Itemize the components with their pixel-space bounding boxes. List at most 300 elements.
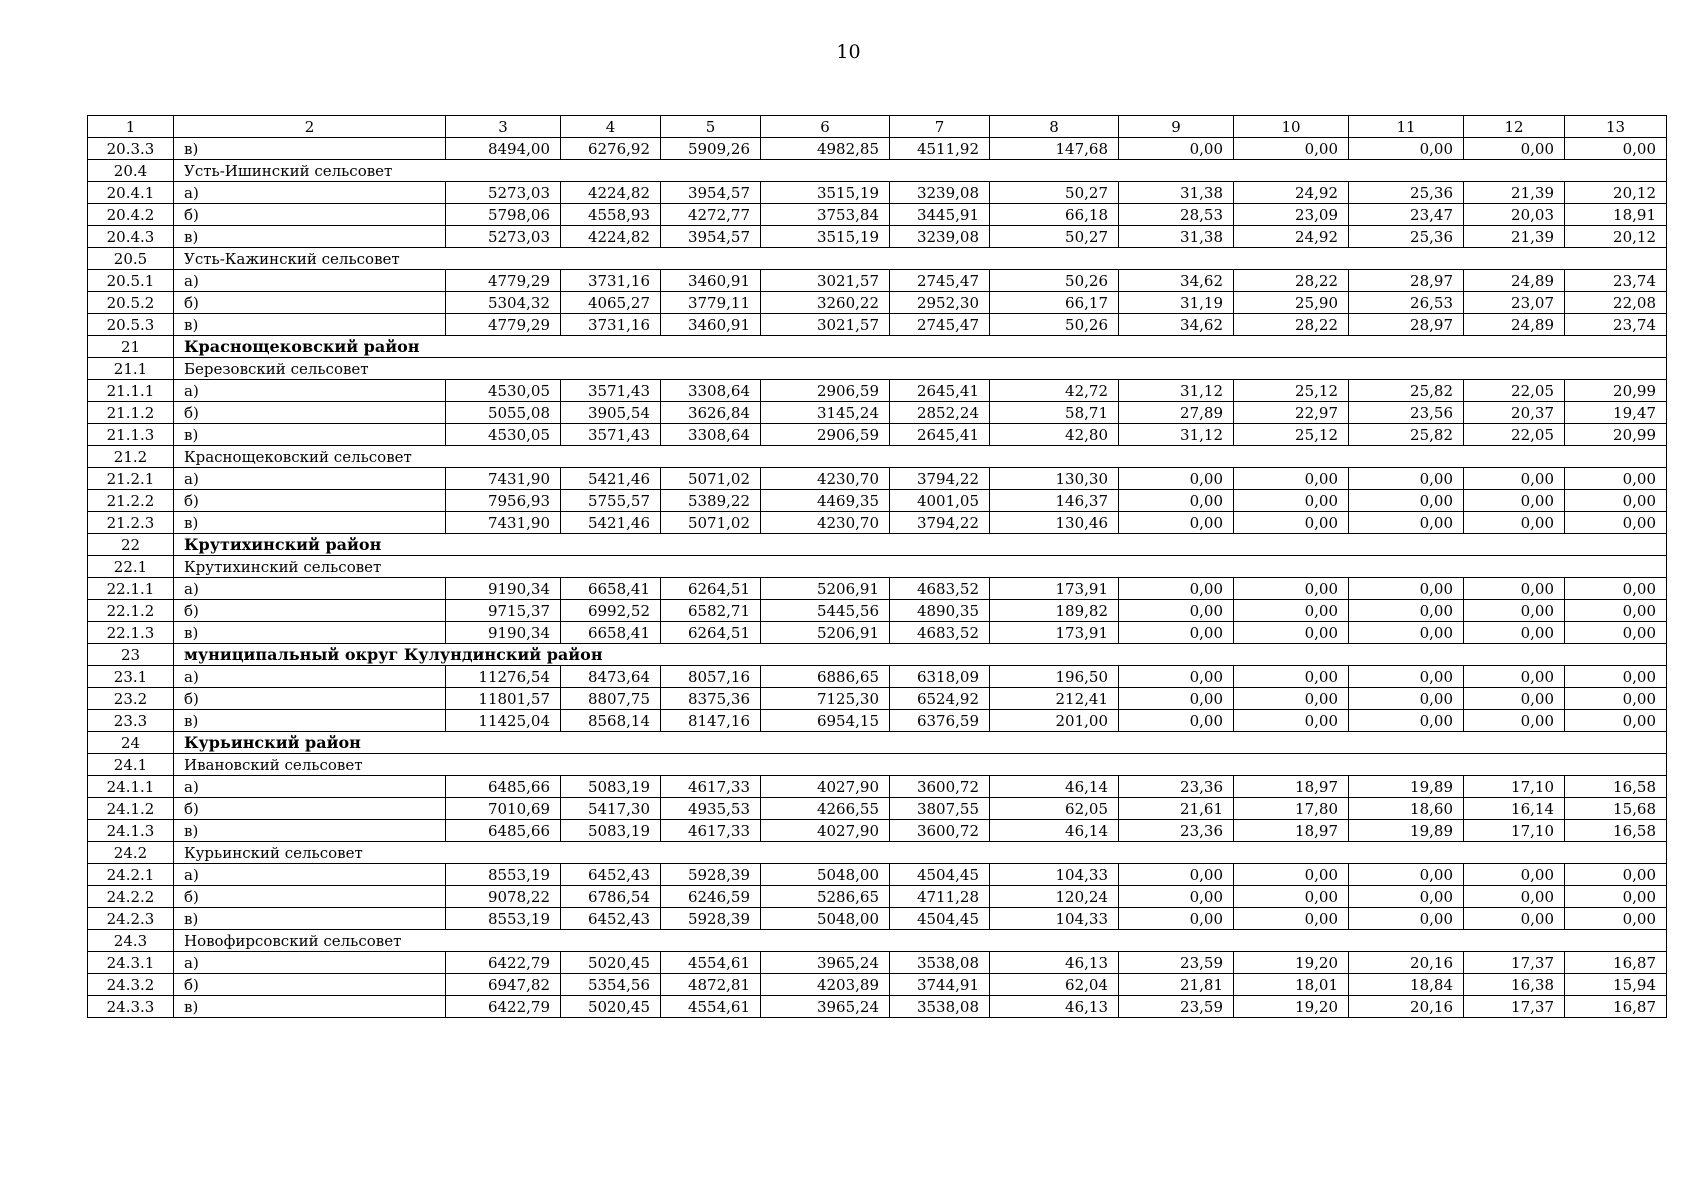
table-cell: 120,24 xyxy=(990,886,1119,908)
table-cell: 2645,41 xyxy=(890,380,990,402)
table-cell: 0,00 xyxy=(1464,138,1565,160)
table-cell: 0,00 xyxy=(1119,512,1234,534)
table-cell: 11276,54 xyxy=(446,666,561,688)
table-cell: 3626,84 xyxy=(661,402,761,424)
table-cell: 3571,43 xyxy=(561,380,661,402)
table-cell: 3794,22 xyxy=(890,468,990,490)
table-cell: 4065,27 xyxy=(561,292,661,314)
table-cell: 8147,16 xyxy=(661,710,761,732)
table-cell: 25,90 xyxy=(1234,292,1349,314)
row-code: 22.1.3 xyxy=(88,622,174,644)
table-cell: 3954,57 xyxy=(661,182,761,204)
table-cell: 173,91 xyxy=(990,578,1119,600)
table-cell: 3905,54 xyxy=(561,402,661,424)
table-cell: 25,36 xyxy=(1349,226,1464,248)
row-variant: б) xyxy=(174,490,446,512)
table-cell: 18,97 xyxy=(1234,776,1349,798)
table-cell: 5354,56 xyxy=(561,974,661,996)
row-variant: в) xyxy=(174,512,446,534)
table-cell: 201,00 xyxy=(990,710,1119,732)
table-cell: 20,12 xyxy=(1565,226,1667,248)
table-cell: 6524,92 xyxy=(890,688,990,710)
row-code: 22.1.1 xyxy=(88,578,174,600)
table-cell: 5071,02 xyxy=(661,468,761,490)
table-cell: 7431,90 xyxy=(446,512,561,534)
table-cell: 25,36 xyxy=(1349,182,1464,204)
district-row xyxy=(88,644,1667,666)
table-cell: 5755,57 xyxy=(561,490,661,512)
table-row xyxy=(88,820,1667,842)
row-code: 23 xyxy=(88,644,174,666)
table-cell: 19,20 xyxy=(1234,996,1349,1018)
table-cell: 46,14 xyxy=(990,820,1119,842)
row-variant: а) xyxy=(174,776,446,798)
table-cell: 23,36 xyxy=(1119,776,1234,798)
table-cell: 16,58 xyxy=(1565,820,1667,842)
district-row xyxy=(88,336,1667,358)
table-cell: 0,00 xyxy=(1234,490,1349,512)
table-cell: 21,61 xyxy=(1119,798,1234,820)
table-cell: 0,00 xyxy=(1349,468,1464,490)
row-variant: а) xyxy=(174,380,446,402)
table-cell: 0,00 xyxy=(1349,864,1464,886)
table-cell: 0,00 xyxy=(1464,622,1565,644)
table-cell: 0,00 xyxy=(1234,138,1349,160)
table-cell: 0,00 xyxy=(1234,512,1349,534)
table-cell: 3021,57 xyxy=(761,314,890,336)
table-cell: 31,12 xyxy=(1119,424,1234,446)
table-cell: 8494,00 xyxy=(446,138,561,160)
table-cell: 0,00 xyxy=(1565,490,1667,512)
row-variant: б) xyxy=(174,600,446,622)
section-row xyxy=(88,358,1667,380)
table-cell: 2745,47 xyxy=(890,270,990,292)
table-cell: 3308,64 xyxy=(661,424,761,446)
table-cell: 58,71 xyxy=(990,402,1119,424)
row-variant: в) xyxy=(174,996,446,1018)
section-row xyxy=(88,930,1667,952)
column-header: 11 xyxy=(1349,116,1464,138)
row-title: Усть-Ишинский сельсовет xyxy=(174,160,1667,182)
table-cell: 4511,92 xyxy=(890,138,990,160)
table-cell: 42,80 xyxy=(990,424,1119,446)
table-cell: 3021,57 xyxy=(761,270,890,292)
table-cell: 0,00 xyxy=(1234,578,1349,600)
row-code: 21 xyxy=(88,336,174,358)
column-header: 1 xyxy=(88,116,174,138)
table-cell: 23,36 xyxy=(1119,820,1234,842)
table-cell: 5206,91 xyxy=(761,622,890,644)
row-variant: в) xyxy=(174,622,446,644)
row-code: 24 xyxy=(88,732,174,754)
column-header: 13 xyxy=(1565,116,1667,138)
table-cell: 8568,14 xyxy=(561,710,661,732)
table-cell: 2745,47 xyxy=(890,314,990,336)
table-cell: 4504,45 xyxy=(890,908,990,930)
table-cell: 5071,02 xyxy=(661,512,761,534)
table-row xyxy=(88,864,1667,886)
district-row xyxy=(88,732,1667,754)
table-cell: 4935,53 xyxy=(661,798,761,820)
table-row xyxy=(88,798,1667,820)
table-cell: 7956,93 xyxy=(446,490,561,512)
table-cell: 104,33 xyxy=(990,864,1119,886)
table-cell: 17,37 xyxy=(1464,996,1565,1018)
row-title: Новофирсовский сельсовет xyxy=(174,930,1667,952)
tariff-table xyxy=(87,115,1667,1018)
table-cell: 0,00 xyxy=(1349,490,1464,512)
table-cell: 24,89 xyxy=(1464,314,1565,336)
table-cell: 3731,16 xyxy=(561,314,661,336)
row-variant: б) xyxy=(174,292,446,314)
table-row xyxy=(88,204,1667,226)
table-row xyxy=(88,666,1667,688)
table-cell: 16,87 xyxy=(1565,952,1667,974)
table-row xyxy=(88,974,1667,996)
table-cell: 18,91 xyxy=(1565,204,1667,226)
table-cell: 25,12 xyxy=(1234,424,1349,446)
row-variant: а) xyxy=(174,468,446,490)
row-code: 21.1.2 xyxy=(88,402,174,424)
table-row xyxy=(88,886,1667,908)
table-cell: 42,72 xyxy=(990,380,1119,402)
table-cell: 0,00 xyxy=(1349,512,1464,534)
row-variant: в) xyxy=(174,820,446,842)
table-cell: 23,74 xyxy=(1565,270,1667,292)
table-cell: 6246,59 xyxy=(661,886,761,908)
table-cell: 16,87 xyxy=(1565,996,1667,1018)
table-cell: 5273,03 xyxy=(446,226,561,248)
table-cell: 0,00 xyxy=(1119,468,1234,490)
table-cell: 17,10 xyxy=(1464,776,1565,798)
row-variant: б) xyxy=(174,974,446,996)
table-cell: 3794,22 xyxy=(890,512,990,534)
row-title: Курьинский сельсовет xyxy=(174,842,1667,864)
table-cell: 17,10 xyxy=(1464,820,1565,842)
table-cell: 8375,36 xyxy=(661,688,761,710)
table-cell: 17,37 xyxy=(1464,952,1565,974)
table-cell: 2852,24 xyxy=(890,402,990,424)
table-cell: 2906,59 xyxy=(761,380,890,402)
table-cell: 24,89 xyxy=(1464,270,1565,292)
table-cell: 6452,43 xyxy=(561,908,661,930)
table-cell: 9190,34 xyxy=(446,622,561,644)
table-cell: 23,74 xyxy=(1565,314,1667,336)
table-cell: 173,91 xyxy=(990,622,1119,644)
table-cell: 0,00 xyxy=(1349,138,1464,160)
table-cell: 0,00 xyxy=(1234,600,1349,622)
table-cell: 0,00 xyxy=(1464,490,1565,512)
table-cell: 0,00 xyxy=(1234,710,1349,732)
row-code: 24.3.1 xyxy=(88,952,174,974)
table-cell: 4001,05 xyxy=(890,490,990,512)
table-row xyxy=(88,578,1667,600)
section-row xyxy=(88,160,1667,182)
column-header: 3 xyxy=(446,116,561,138)
table-cell: 50,26 xyxy=(990,314,1119,336)
table-cell: 0,00 xyxy=(1565,512,1667,534)
row-title: муниципальный округ Кулундинский район xyxy=(174,644,1667,666)
table-cell: 0,00 xyxy=(1464,512,1565,534)
section-row xyxy=(88,248,1667,270)
table-cell: 4530,05 xyxy=(446,380,561,402)
table-cell: 0,00 xyxy=(1234,666,1349,688)
table-cell: 6582,71 xyxy=(661,600,761,622)
table-cell: 0,00 xyxy=(1565,622,1667,644)
row-code: 21.1 xyxy=(88,358,174,380)
table-row xyxy=(88,908,1667,930)
table-cell: 19,89 xyxy=(1349,776,1464,798)
table-cell: 0,00 xyxy=(1565,886,1667,908)
table-cell: 28,97 xyxy=(1349,314,1464,336)
table-cell: 23,47 xyxy=(1349,204,1464,226)
table-row xyxy=(88,270,1667,292)
table-cell: 6422,79 xyxy=(446,952,561,974)
table-cell: 0,00 xyxy=(1565,864,1667,886)
row-code: 20.4 xyxy=(88,160,174,182)
table-cell: 4683,52 xyxy=(890,578,990,600)
row-code: 20.5.3 xyxy=(88,314,174,336)
table-cell: 4558,93 xyxy=(561,204,661,226)
table-cell: 21,81 xyxy=(1119,974,1234,996)
column-header: 2 xyxy=(174,116,446,138)
table-cell: 0,00 xyxy=(1464,468,1565,490)
table-cell: 189,82 xyxy=(990,600,1119,622)
column-header: 4 xyxy=(561,116,661,138)
table-cell: 20,16 xyxy=(1349,952,1464,974)
table-cell: 0,00 xyxy=(1234,886,1349,908)
table-cell: 8057,16 xyxy=(661,666,761,688)
row-code: 22 xyxy=(88,534,174,556)
row-code: 24.2.1 xyxy=(88,864,174,886)
table-cell: 130,30 xyxy=(990,468,1119,490)
table-cell: 0,00 xyxy=(1119,138,1234,160)
table-cell: 21,39 xyxy=(1464,182,1565,204)
table-cell: 66,18 xyxy=(990,204,1119,226)
table-cell: 5389,22 xyxy=(661,490,761,512)
table-cell: 20,16 xyxy=(1349,996,1464,1018)
row-code: 24.2.3 xyxy=(88,908,174,930)
table-cell: 34,62 xyxy=(1119,314,1234,336)
table-cell: 6276,92 xyxy=(561,138,661,160)
table-cell: 4230,70 xyxy=(761,468,890,490)
table-cell: 4272,77 xyxy=(661,204,761,226)
table-cell: 46,14 xyxy=(990,776,1119,798)
table-cell: 3779,11 xyxy=(661,292,761,314)
table-cell: 4266,55 xyxy=(761,798,890,820)
table-cell: 5048,00 xyxy=(761,864,890,886)
table-cell: 0,00 xyxy=(1464,908,1565,930)
table-cell: 50,26 xyxy=(990,270,1119,292)
table-cell: 5304,32 xyxy=(446,292,561,314)
table-row xyxy=(88,710,1667,732)
table-cell: 22,97 xyxy=(1234,402,1349,424)
table-cell: 18,60 xyxy=(1349,798,1464,820)
table-cell: 3538,08 xyxy=(890,996,990,1018)
table-cell: 0,00 xyxy=(1464,886,1565,908)
table-cell: 9190,34 xyxy=(446,578,561,600)
row-code: 24.1.3 xyxy=(88,820,174,842)
table-cell: 0,00 xyxy=(1119,886,1234,908)
table-row xyxy=(88,490,1667,512)
table-cell: 26,53 xyxy=(1349,292,1464,314)
table-cell: 18,84 xyxy=(1349,974,1464,996)
table-cell: 0,00 xyxy=(1234,864,1349,886)
table-row xyxy=(88,138,1667,160)
table-cell: 15,68 xyxy=(1565,798,1667,820)
table-cell: 17,80 xyxy=(1234,798,1349,820)
row-variant: б) xyxy=(174,204,446,226)
column-header: 5 xyxy=(661,116,761,138)
table-cell: 23,59 xyxy=(1119,952,1234,974)
table-cell: 34,62 xyxy=(1119,270,1234,292)
table-cell: 7125,30 xyxy=(761,688,890,710)
table-cell: 3460,91 xyxy=(661,270,761,292)
table-cell: 0,00 xyxy=(1349,600,1464,622)
district-row xyxy=(88,534,1667,556)
row-title: Усть-Кажинский сельсовет xyxy=(174,248,1667,270)
table-cell: 4617,33 xyxy=(661,820,761,842)
row-title: Краснощековский район xyxy=(174,336,1667,358)
table-cell: 0,00 xyxy=(1119,490,1234,512)
section-row xyxy=(88,842,1667,864)
table-cell: 20,12 xyxy=(1565,182,1667,204)
table-cell: 25,12 xyxy=(1234,380,1349,402)
table-cell: 25,82 xyxy=(1349,380,1464,402)
table-cell: 27,89 xyxy=(1119,402,1234,424)
table-cell: 28,97 xyxy=(1349,270,1464,292)
table-cell: 4224,82 xyxy=(561,182,661,204)
table-cell: 5421,46 xyxy=(561,468,661,490)
table-cell: 21,39 xyxy=(1464,226,1565,248)
table-cell: 28,53 xyxy=(1119,204,1234,226)
table-cell: 4469,35 xyxy=(761,490,890,512)
table-cell: 0,00 xyxy=(1119,622,1234,644)
row-code: 20.5.1 xyxy=(88,270,174,292)
table-cell: 4224,82 xyxy=(561,226,661,248)
table-cell: 6658,41 xyxy=(561,578,661,600)
table-cell: 6452,43 xyxy=(561,864,661,886)
table-cell: 22,05 xyxy=(1464,380,1565,402)
column-header: 9 xyxy=(1119,116,1234,138)
table-cell: 5928,39 xyxy=(661,908,761,930)
table-cell: 4982,85 xyxy=(761,138,890,160)
row-variant: а) xyxy=(174,578,446,600)
row-code: 21.2 xyxy=(88,446,174,468)
table-cell: 28,22 xyxy=(1234,314,1349,336)
table-cell: 4683,52 xyxy=(890,622,990,644)
table-cell: 3260,22 xyxy=(761,292,890,314)
table-cell: 6786,54 xyxy=(561,886,661,908)
row-variant: в) xyxy=(174,710,446,732)
table-cell: 3460,91 xyxy=(661,314,761,336)
table-cell: 3239,08 xyxy=(890,226,990,248)
table-cell: 3571,43 xyxy=(561,424,661,446)
table-cell: 0,00 xyxy=(1349,908,1464,930)
table-cell: 6485,66 xyxy=(446,776,561,798)
table-cell: 18,01 xyxy=(1234,974,1349,996)
row-code: 24.3 xyxy=(88,930,174,952)
table-cell: 0,00 xyxy=(1119,600,1234,622)
row-code: 20.4.3 xyxy=(88,226,174,248)
row-variant: в) xyxy=(174,138,446,160)
row-code: 22.1.2 xyxy=(88,600,174,622)
table-body xyxy=(88,116,1667,1018)
table-cell: 147,68 xyxy=(990,138,1119,160)
table-row xyxy=(88,512,1667,534)
table-cell: 3515,19 xyxy=(761,182,890,204)
table-cell: 0,00 xyxy=(1464,600,1565,622)
row-variant: б) xyxy=(174,402,446,424)
row-title: Крутихинский сельсовет xyxy=(174,556,1667,578)
table-row xyxy=(88,380,1667,402)
row-title: Березовский сельсовет xyxy=(174,358,1667,380)
row-variant: в) xyxy=(174,314,446,336)
table-cell: 23,09 xyxy=(1234,204,1349,226)
table-cell: 5909,26 xyxy=(661,138,761,160)
table-cell: 0,00 xyxy=(1234,622,1349,644)
table-cell: 0,00 xyxy=(1464,864,1565,886)
table-cell: 22,08 xyxy=(1565,292,1667,314)
table-row xyxy=(88,952,1667,974)
table-cell: 0,00 xyxy=(1565,908,1667,930)
column-header: 10 xyxy=(1234,116,1349,138)
table-cell: 18,97 xyxy=(1234,820,1349,842)
table-cell: 6992,52 xyxy=(561,600,661,622)
table-cell: 50,27 xyxy=(990,226,1119,248)
table-cell: 4617,33 xyxy=(661,776,761,798)
row-variant: а) xyxy=(174,182,446,204)
table-cell: 0,00 xyxy=(1349,886,1464,908)
table-cell: 0,00 xyxy=(1565,600,1667,622)
table-cell: 5421,46 xyxy=(561,512,661,534)
table-cell: 2645,41 xyxy=(890,424,990,446)
row-variant: а) xyxy=(174,952,446,974)
table-row xyxy=(88,292,1667,314)
table-cell: 0,00 xyxy=(1119,908,1234,930)
table-row xyxy=(88,314,1667,336)
table-cell: 0,00 xyxy=(1119,864,1234,886)
table-cell: 24,92 xyxy=(1234,226,1349,248)
table-cell: 6264,51 xyxy=(661,578,761,600)
table-cell: 4779,29 xyxy=(446,314,561,336)
table-cell: 0,00 xyxy=(1565,138,1667,160)
table-cell: 4230,70 xyxy=(761,512,890,534)
table-cell: 4554,61 xyxy=(661,996,761,1018)
table-cell: 19,20 xyxy=(1234,952,1349,974)
column-header: 8 xyxy=(990,116,1119,138)
table-cell: 2906,59 xyxy=(761,424,890,446)
table-row xyxy=(88,688,1667,710)
table-cell: 0,00 xyxy=(1349,710,1464,732)
table-cell: 4027,90 xyxy=(761,776,890,798)
row-code: 24.1 xyxy=(88,754,174,776)
section-row xyxy=(88,754,1667,776)
table-cell: 0,00 xyxy=(1234,908,1349,930)
table-cell: 0,00 xyxy=(1349,688,1464,710)
table-cell: 50,27 xyxy=(990,182,1119,204)
table-row xyxy=(88,182,1667,204)
table-row xyxy=(88,424,1667,446)
table-cell: 0,00 xyxy=(1464,710,1565,732)
row-title: Крутихинский район xyxy=(174,534,1667,556)
table-cell: 5020,45 xyxy=(561,996,661,1018)
table-cell: 46,13 xyxy=(990,996,1119,1018)
table-cell: 8553,19 xyxy=(446,908,561,930)
table-cell: 0,00 xyxy=(1119,578,1234,600)
table-cell: 5798,06 xyxy=(446,204,561,226)
row-variant: в) xyxy=(174,226,446,248)
